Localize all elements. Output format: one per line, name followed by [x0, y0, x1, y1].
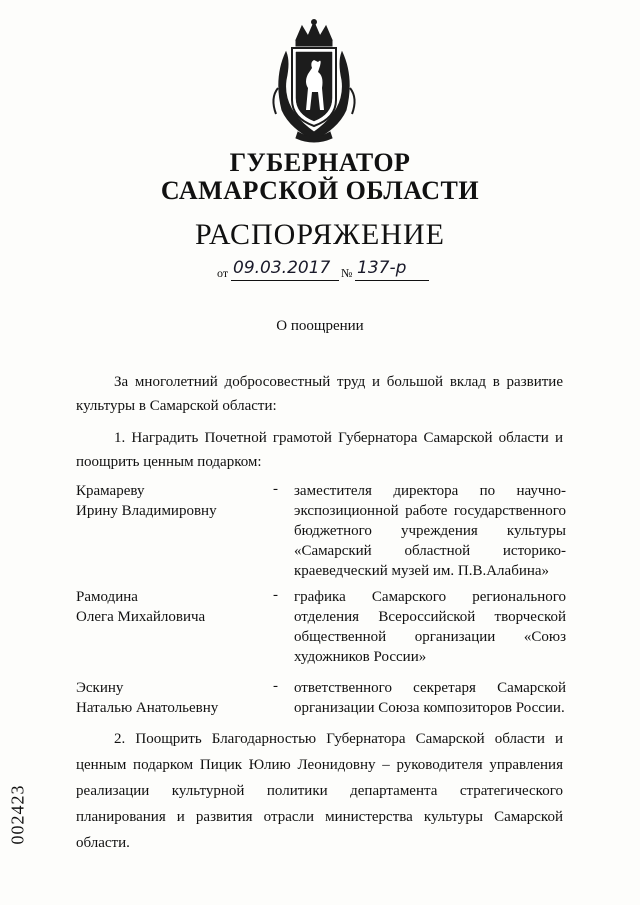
recipient-2-name [76, 587, 205, 627]
number-value: 137-р [357, 258, 407, 278]
serial-number: 002423 [7, 784, 28, 845]
recipient-1-description: заместителя директора по научно-экспозиционной работе государственного бюджетного учреждения культуры «Самарский областной историко-краеведческий музей им. П.В.Алабина» [294, 483, 566, 579]
recipient-2-description: графика Самарского регионального отделения Всероссийской творческой общественной организации «Союз художников России» [294, 589, 566, 665]
date-value: 09.03.2017 [233, 258, 331, 278]
recipient-1-given-names: Ирину Владимировну [76, 503, 217, 519]
number-prefix: № [341, 266, 353, 280]
date-number-line [217, 258, 437, 284]
issuer-title-line2: САМАРСКОЙ ОБЛАСТИ [160, 176, 480, 205]
date-prefix: от [217, 266, 229, 280]
date-underline [231, 280, 339, 281]
recipient-3-given-names: Наталью Анатольевну [76, 700, 219, 716]
recipient-1-surname: Крамареву [76, 483, 145, 499]
document-type: РАСПОРЯЖЕНИЕ [194, 218, 446, 251]
recipient-2-dash: - [273, 587, 278, 603]
recipient-2-surname: Рамодина [76, 589, 138, 605]
item-1-paragraph: 1. Наградить Почетной грамотой Губернатора Самарской области и поощрить ценным подарком: [76, 430, 563, 470]
recipient-1-name [76, 481, 217, 521]
subject-line: О поощрении [276, 318, 364, 334]
issuer-title-line1: ГУБЕРНАТОР [229, 148, 411, 177]
recipient-3-description: ответственного секретаря Самарской организации Союза композиторов России. [294, 680, 566, 716]
recipient-3-surname: Эскину [76, 680, 124, 696]
coat-of-arms-icon [268, 18, 360, 146]
number-underline [355, 280, 429, 281]
recipient-2-given-names: Олега Михайловича [76, 609, 206, 625]
recipient-3-name [76, 678, 218, 718]
intro-paragraph: За многолетний добросовестный труд и большой вклад в развитие культуры в Самарской области: [76, 374, 563, 414]
recipient-3-dash: - [273, 678, 278, 694]
serial-number-stamp [7, 772, 46, 862]
recipient-1-dash: - [273, 481, 278, 497]
item-2-paragraph: 2. Поощрить Благодарностью Губернатора Самарской области и ценным подарком Пицик Юлию Леонидовну – руководителя управления реализации культурной политики департамента стратегического планирования и развития отрасли министерства культуры Самарской области. [76, 731, 563, 851]
